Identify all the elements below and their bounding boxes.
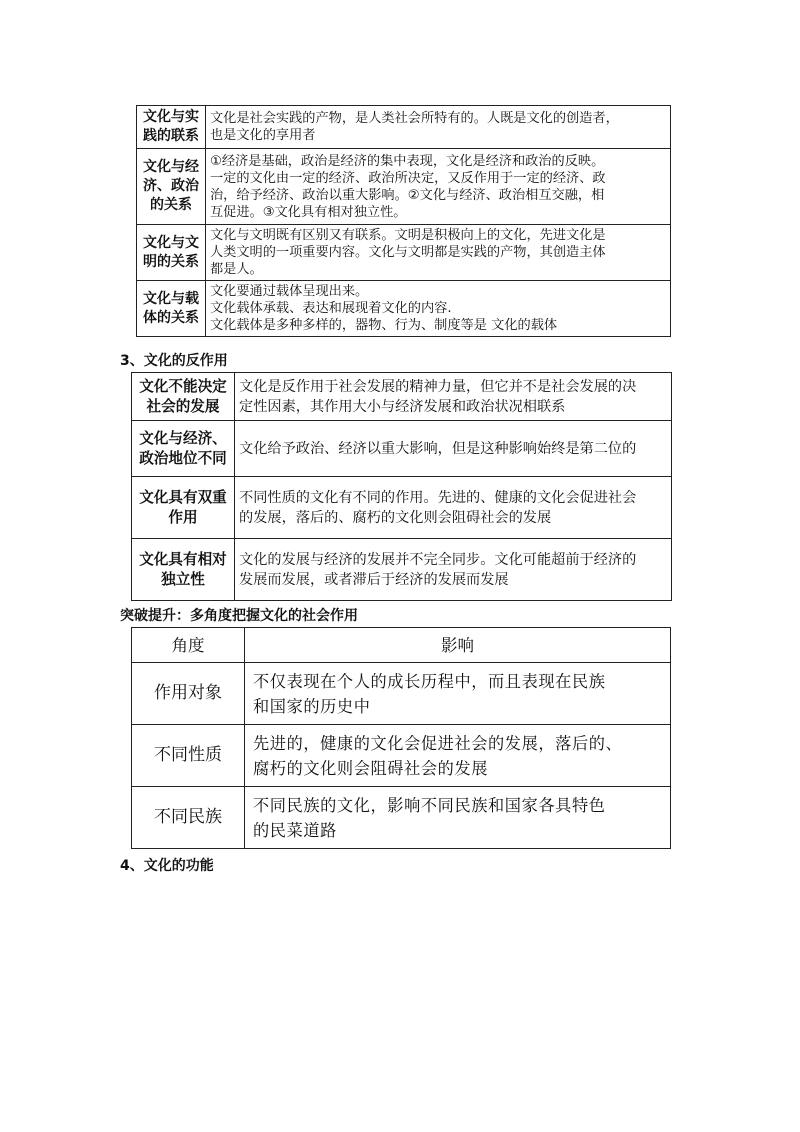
table-header-row (132, 628, 671, 663)
breakthrough-heading: 突破提升：多角度把握文化的社会作用 (120, 608, 358, 624)
culture-relations-table (136, 105, 671, 337)
row-key: 文化不能决定社会的发展 (132, 373, 235, 421)
row-value: ①经济是基础，政治是经济的集中表现，文化是经济和政治的反映。 一定的文化由一定的经济、政治所决定，又反作用于一定的经济、政 治，给予经济、政治以重大影响。②文化与经济、政治相互交融，相 互促进。③文化具有相对独立性。 (206, 149, 671, 225)
row-value: 文化是社会实践的产物，是人类社会所特有的。人既是文化的创造者， 也是文化的享用者 (206, 106, 671, 149)
table-row (132, 421, 672, 477)
culture-reaction-table (131, 372, 672, 601)
table-row (137, 225, 671, 281)
section-heading-4: 4、文化的功能 (120, 858, 214, 874)
row-value: 文化给予政治、经济以重大影响，但是这种影响始终是第二位的 (235, 421, 672, 477)
row-key: 文化与实践的联系 (137, 106, 206, 149)
row-key: 文化具有相对独立性 (132, 539, 235, 601)
table-row (132, 663, 671, 725)
row-value: 不同民族的文化，影响不同民族和国家各具特色 的民菜道路 (245, 787, 671, 849)
table-row (132, 725, 671, 787)
table-row (132, 373, 672, 421)
table-row (137, 149, 671, 225)
header-influence: 影响 (245, 628, 671, 663)
row-key: 文化与经济、政治的关系 (137, 149, 206, 225)
row-key: 文化与文明的关系 (137, 225, 206, 281)
table-row (137, 281, 671, 337)
row-value: 文化的发展与经济的发展并不完全同步。文化可能超前于经济的 发展而发展，或者滞后于经济的发展而发展 (235, 539, 672, 601)
table-row (132, 539, 672, 601)
section-heading-3: 3、文化的反作用 (120, 353, 228, 369)
row-value: 不同性质的文化有不同的作用。先进的、健康的文化会促进社会 的发展，落后的、腐朽的文化则会阻碍社会的发展 (235, 477, 672, 539)
row-value: 文化与文明既有区别又有联系。文明是积极向上的文化，先进文化是 人类文明的一项重要内容。文化与文明都是实践的产物，其创造主体 都是人。 (206, 225, 671, 281)
header-angle: 角度 (132, 628, 245, 663)
row-value: 不仅表现在个人的成长历程中，而且表现在民族 和国家的历史中 (245, 663, 671, 725)
row-value: 先进的，健康的文化会促进社会的发展，落后的、 腐朽的文化则会阻碍社会的发展 (245, 725, 671, 787)
row-value: 文化是反作用于社会发展的精神力量，但它并不是社会发展的决 定性因素，其作用大小与经济发展和政治状况相联系 (235, 373, 672, 421)
table-row (137, 106, 671, 149)
table-row (132, 477, 672, 539)
row-key: 不同性质 (132, 725, 245, 787)
row-key: 文化具有双重作用 (132, 477, 235, 539)
social-role-table (131, 627, 671, 849)
row-key: 作用对象 (132, 663, 245, 725)
table-row (132, 787, 671, 849)
row-key: 文化与经济、政治地位不同 (132, 421, 235, 477)
row-key: 文化与载体的关系 (137, 281, 206, 337)
row-key: 不同民族 (132, 787, 245, 849)
row-value: 文化要通过载体呈现出来。 文化载体承载、表达和展现着文化的内容. 文化载体是多种多样的，器物、行为、制度等是 文化的载体 (206, 281, 671, 337)
